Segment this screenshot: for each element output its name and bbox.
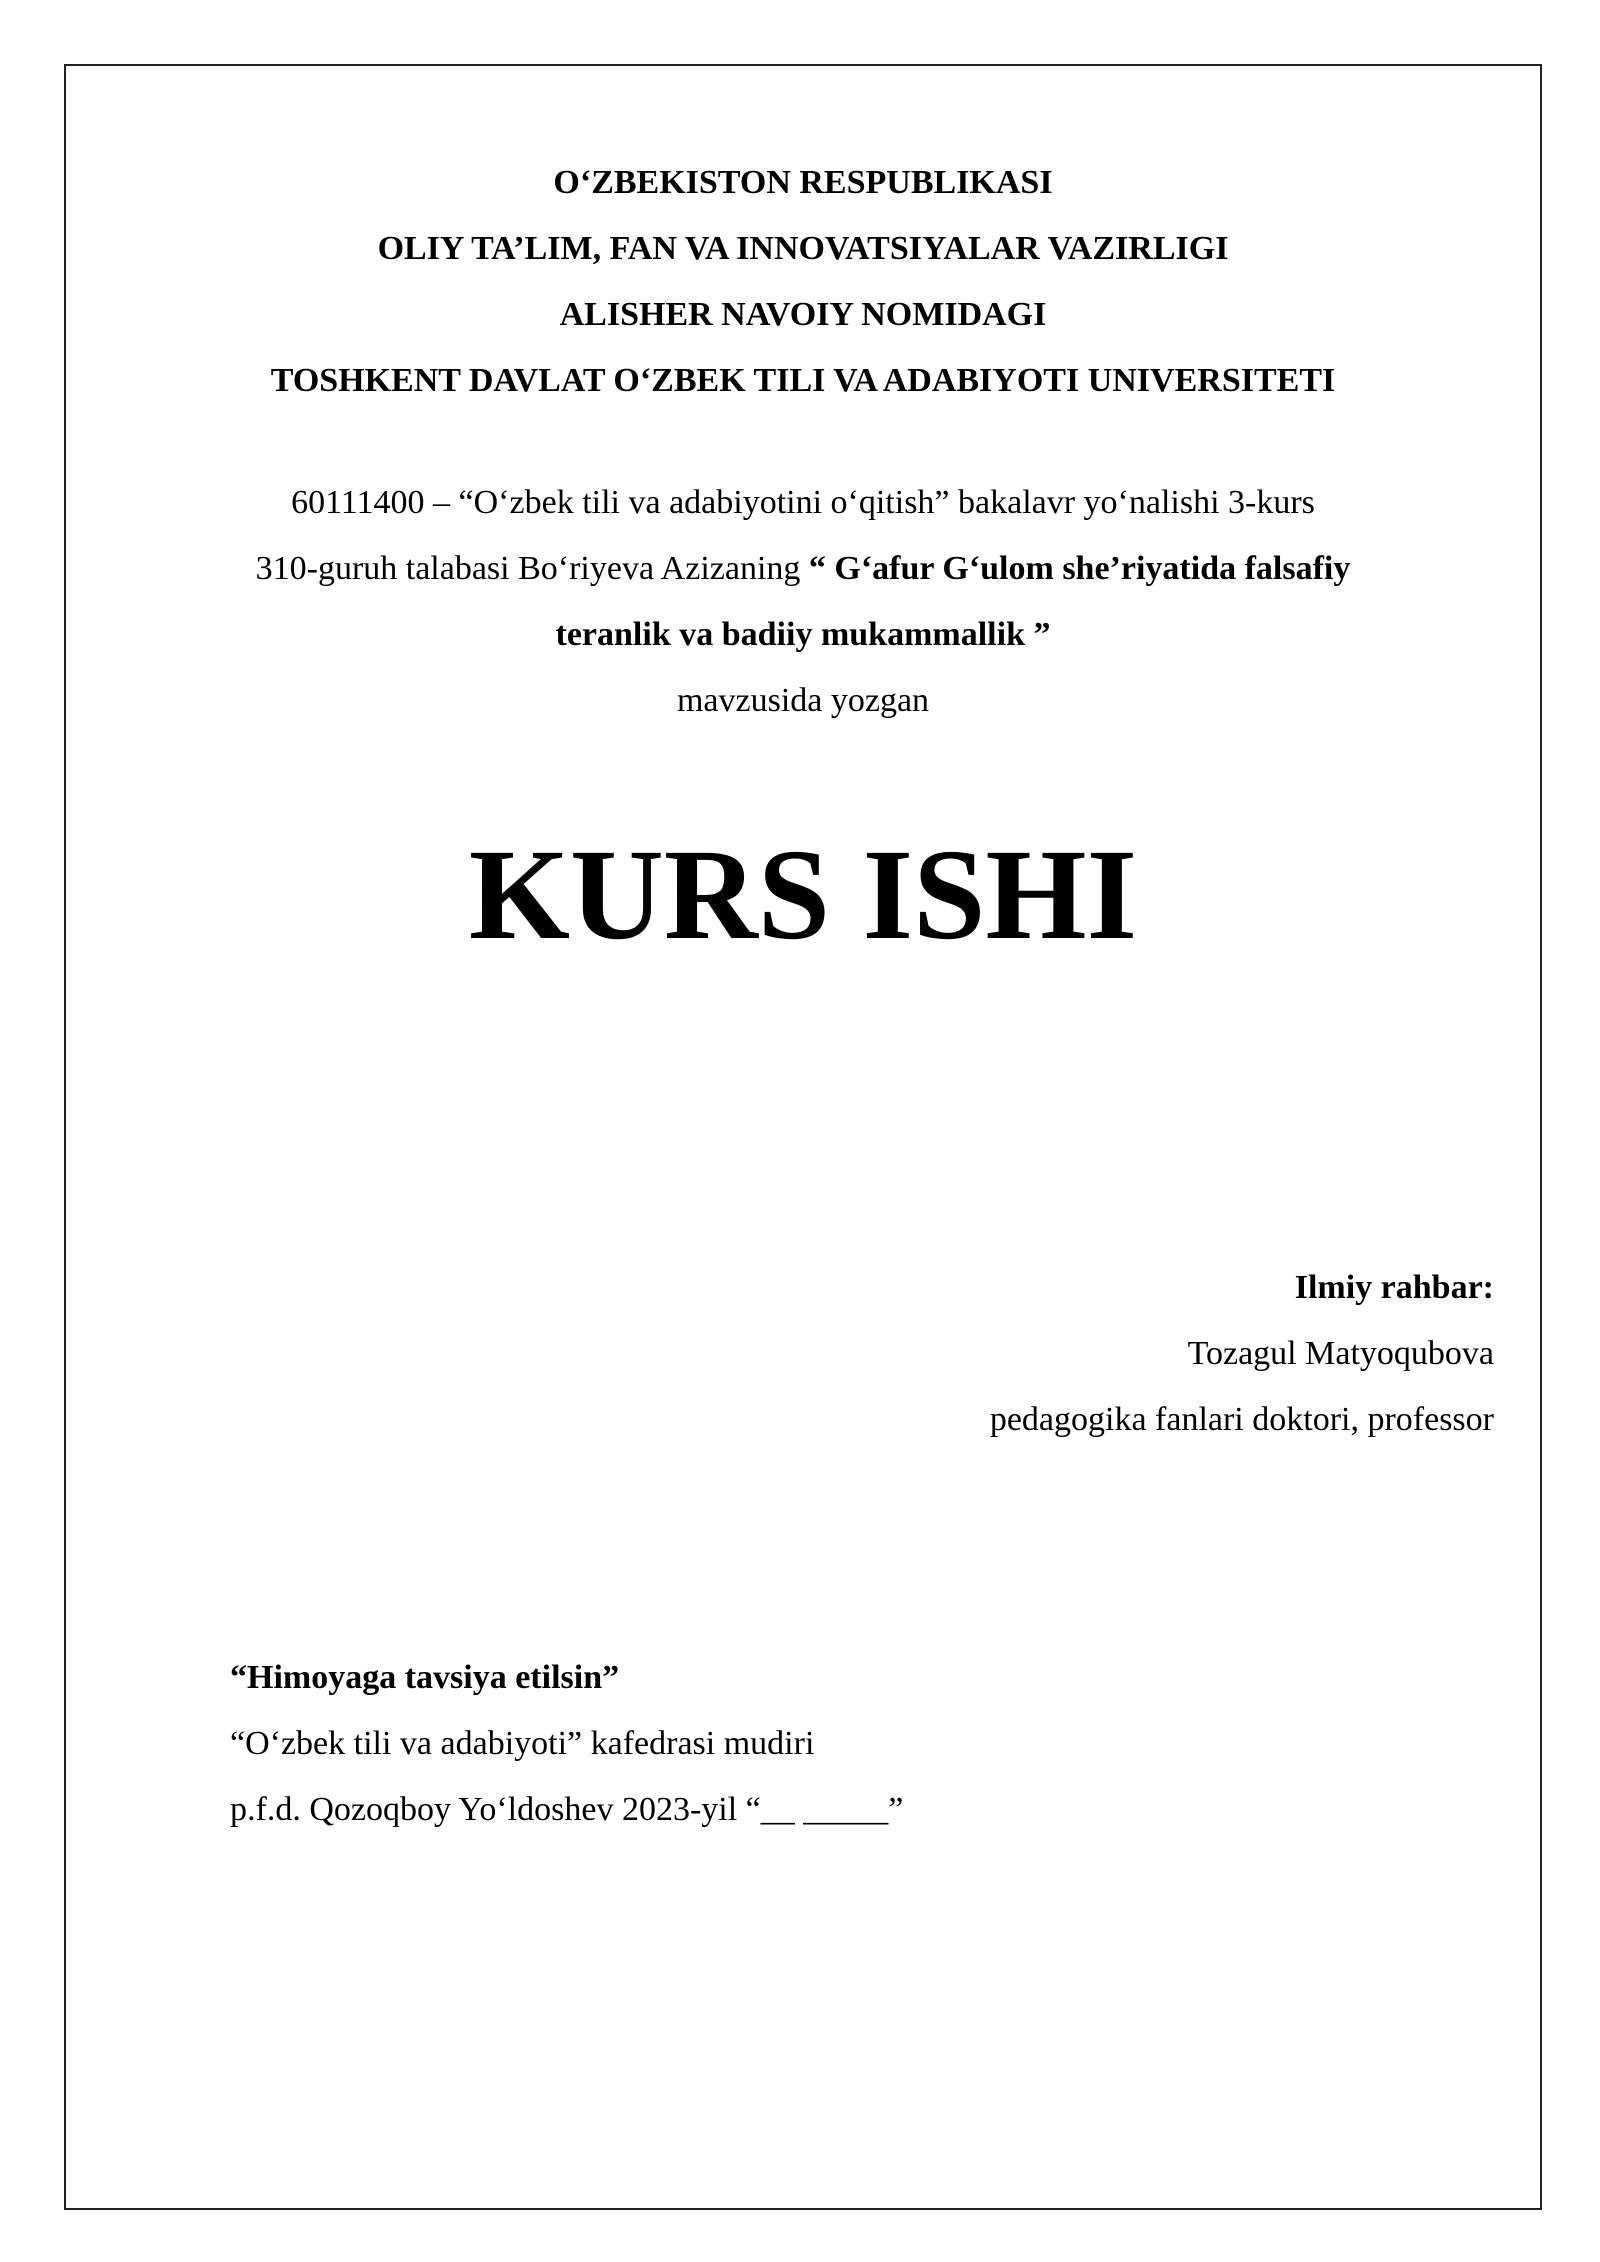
document-type-title: KURS ISHI: [468, 823, 1138, 967]
approval-heading: “Himoyaga tavsiya etilsin”: [230, 1659, 620, 1696]
topic-title-part2: teranlik va badiiy mukammallik ”: [555, 616, 1051, 653]
signature-line: p.f.d. Qozoqboy Yo‘ldoshev 2023-yil “__ _____”: [230, 1791, 904, 1828]
header-university: TOSHKENT DAVLAT O‘ZBEK TILI VA ADABIYOTI UNIVERSITETI: [270, 362, 1336, 399]
topic-title-part1: “ G‘afur G‘ulom she’riyatida falsafiy: [808, 550, 1351, 587]
program-line: 60111400 – “O‘zbek tili va adabiyotini o‘qitish” bakalavr yo‘nalishi 3-kurs: [291, 484, 1315, 521]
header-ministry: OLIY TA’LIM, FAN VA INNOVATSIYALAR VAZIRLIGI: [377, 230, 1229, 267]
header-country: O‘ZBEKISTON RESPUBLIKASI: [553, 164, 1053, 201]
approval-block: [230, 1645, 903, 1843]
supervisor-label: Ilmiy rahbar:: [1294, 1269, 1494, 1306]
supervisor-name: Tozagul Matyoqubova: [1187, 1335, 1494, 1372]
student-line: [64, 536, 1542, 602]
header-named-after: ALISHER NAVOIY NOMIDAGI: [559, 296, 1047, 333]
department-head-line: “O‘zbek tili va adabiyoti” kafedrasi mudiri: [230, 1725, 815, 1762]
topic-suffix: mavzusida yozgan: [676, 682, 930, 719]
student-name-text: 310-guruh talabasi Bo‘riyeva Azizaning: [255, 550, 809, 587]
supervisor-title: pedagogika fanlari doktori, professor: [989, 1401, 1494, 1438]
student-info: [64, 470, 1542, 734]
institution-header: [64, 150, 1542, 414]
supervisor-block: [990, 1255, 1494, 1453]
